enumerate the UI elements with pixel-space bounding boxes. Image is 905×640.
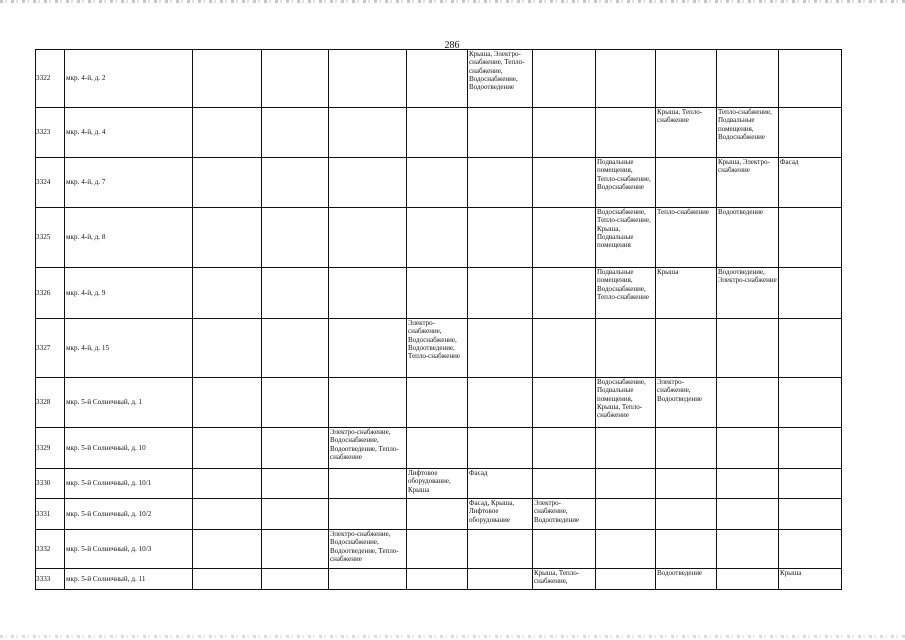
repair-cell (407, 158, 468, 208)
repair-cell (193, 569, 262, 590)
row-number: 3323 (36, 108, 65, 158)
repair-cell (262, 499, 329, 530)
repair-cell: Крыша (779, 569, 842, 590)
table-row (36, 469, 842, 499)
repair-cell (262, 208, 329, 268)
repair-cell (779, 108, 842, 158)
repair-cell (262, 428, 329, 469)
repair-cell: Фасад, Крыша, Лифтовое оборудование (468, 499, 533, 530)
repair-cell (407, 428, 468, 469)
repair-cell: Фасад (779, 158, 842, 208)
repair-cell (656, 158, 717, 208)
row-number: 3333 (36, 569, 65, 590)
row-number: 3328 (36, 378, 65, 428)
repair-cell (656, 428, 717, 469)
row-number: 3329 (36, 428, 65, 469)
repair-cell (468, 428, 533, 469)
repair-cell (596, 428, 656, 469)
repair-cell (468, 378, 533, 428)
repair-cell (468, 530, 533, 569)
repair-cell: Тепло-снабжение, Подвальные помещения, Водоснабжение (717, 108, 779, 158)
row-address: мкр. 4-й, д. 7 (65, 158, 193, 208)
table-row (36, 50, 842, 108)
repair-cell (468, 208, 533, 268)
repair-cell (533, 268, 596, 319)
repair-cell (717, 469, 779, 499)
row-number: 3330 (36, 469, 65, 499)
repair-cell (779, 268, 842, 319)
repair-cell (329, 268, 407, 319)
repair-cell: Электро-снабжение, Водоснабжение, Водоотведение, Тепло-снабжение (329, 428, 407, 469)
repair-cell (329, 499, 407, 530)
repair-cell: Электро-снабжение, Водоснабжение, Водоотведение, Тепло-снабжение (329, 530, 407, 569)
scan-edge-top (0, 0, 905, 3)
row-number: 3325 (36, 208, 65, 268)
repair-cell (596, 530, 656, 569)
repair-cell (193, 378, 262, 428)
repair-cell (407, 378, 468, 428)
repair-cell: Водоснабжение, Подвальные помещения, Крыша, Тепло-снабжение (596, 378, 656, 428)
repair-cell (407, 499, 468, 530)
repair-cell: Крыша, Электро-снабжение, Тепло-снабжение, Водоснабжение, Водоотведение (468, 50, 533, 108)
repair-cell (262, 268, 329, 319)
repair-cell: Фасад (468, 469, 533, 499)
repair-cell (779, 530, 842, 569)
repair-cell (717, 569, 779, 590)
row-number: 3331 (36, 499, 65, 530)
table-row (36, 319, 842, 378)
repair-cell (779, 428, 842, 469)
repair-cell (407, 268, 468, 319)
repair-cell (468, 569, 533, 590)
repair-cell: Крыша, Тепло-снабжение, (533, 569, 596, 590)
repair-cell (779, 208, 842, 268)
repair-cell (596, 50, 656, 108)
repair-cell: Тепло-снабжение (656, 208, 717, 268)
repair-cell (262, 530, 329, 569)
repair-cell (329, 319, 407, 378)
repair-cell: Водоотведение (717, 208, 779, 268)
repair-cell (329, 378, 407, 428)
row-number: 3324 (36, 158, 65, 208)
repair-cell (533, 428, 596, 469)
repair-cell (407, 108, 468, 158)
repair-cell (596, 499, 656, 530)
repair-cell (262, 158, 329, 208)
repair-cell (329, 50, 407, 108)
repair-cell (533, 108, 596, 158)
scan-edge-bottom (0, 635, 905, 638)
repair-cell (779, 50, 842, 108)
repair-cell (193, 499, 262, 530)
row-address: мкр. 5-й Солнечный, д. 10/1 (65, 469, 193, 499)
repair-cell: Подвальные помещения, Водоснабжение, Тепло-снабжение (596, 268, 656, 319)
repair-cell: Электро-снабжение, Водоотведение (533, 499, 596, 530)
table-row (36, 499, 842, 530)
row-number: 3326 (36, 268, 65, 319)
row-address: мкр. 4-й, д. 4 (65, 108, 193, 158)
repair-cell (329, 158, 407, 208)
repair-cell (656, 469, 717, 499)
repair-cell (262, 108, 329, 158)
repair-cell (717, 499, 779, 530)
repair-cell (656, 319, 717, 378)
repair-cell (656, 50, 717, 108)
repair-cell (193, 319, 262, 378)
repair-cell (407, 208, 468, 268)
repair-cell (262, 50, 329, 108)
repair-cell: Лифтовое оборудование, Крыша (407, 469, 468, 499)
repair-cell (329, 469, 407, 499)
repair-schedule-table (35, 49, 842, 590)
repair-cell (262, 378, 329, 428)
row-address: мкр. 5-й Солнечный, д. 11 (65, 569, 193, 590)
repair-cell (717, 50, 779, 108)
repair-cell (193, 208, 262, 268)
repair-cell (596, 108, 656, 158)
table-row (36, 268, 842, 319)
repair-cell: Электро-снабжение, Водоотведение (656, 378, 717, 428)
repair-cell (533, 158, 596, 208)
repair-cell (533, 530, 596, 569)
repair-cell (717, 530, 779, 569)
table-row (36, 530, 842, 569)
repair-cell (533, 469, 596, 499)
repair-cell (468, 268, 533, 319)
row-number: 3327 (36, 319, 65, 378)
repair-cell: Крыша, Электро-снабжение (717, 158, 779, 208)
repair-cell (262, 319, 329, 378)
table-row (36, 428, 842, 469)
repair-cell (407, 50, 468, 108)
table-row (36, 378, 842, 428)
repair-cell (779, 469, 842, 499)
repair-cell (468, 108, 533, 158)
row-address: мкр. 4-й, д. 15 (65, 319, 193, 378)
repair-cell (596, 569, 656, 590)
repair-cell (533, 50, 596, 108)
repair-cell (717, 428, 779, 469)
repair-cell: Крыша, Тепло-снабжение (656, 108, 717, 158)
repair-cell (329, 108, 407, 158)
row-address: мкр. 4-й, д. 2 (65, 50, 193, 108)
repair-cell (193, 268, 262, 319)
repair-cell (533, 319, 596, 378)
repair-cell (193, 108, 262, 158)
repair-cell (596, 469, 656, 499)
repair-cell (533, 378, 596, 428)
repair-cell (193, 158, 262, 208)
row-address: мкр. 5-й Солнечный, д. 10 (65, 428, 193, 469)
repair-cell (468, 319, 533, 378)
row-number: 3332 (36, 530, 65, 569)
repair-cell (533, 208, 596, 268)
row-address: мкр. 5-й Солнечный, д. 1 (65, 378, 193, 428)
row-address: мкр. 4-й, д. 8 (65, 208, 193, 268)
repair-cell (717, 319, 779, 378)
repair-cell (656, 530, 717, 569)
repair-cell (407, 530, 468, 569)
repair-cell (329, 208, 407, 268)
repair-cell: Электро-снабжение, Водоснабжение, Водоотведение, Тепло-снабжение (407, 319, 468, 378)
repair-cell (193, 469, 262, 499)
row-address: мкр. 4-й, д. 9 (65, 268, 193, 319)
repair-cell (262, 469, 329, 499)
table-row (36, 108, 842, 158)
repair-cell (193, 428, 262, 469)
repair-cell (468, 158, 533, 208)
row-address: мкр. 5-й Солнечный, д. 10/3 (65, 530, 193, 569)
repair-cell (407, 569, 468, 590)
repair-cell (193, 50, 262, 108)
repair-cell (779, 319, 842, 378)
table-row (36, 158, 842, 208)
repair-cell: Подвальные помещения, Тепло-снабжение, Водоснабжение (596, 158, 656, 208)
repair-cell (779, 378, 842, 428)
repair-cell (656, 499, 717, 530)
page-number: 286 (444, 40, 460, 51)
repair-cell: Водоотведение (656, 569, 717, 590)
repair-cell (262, 569, 329, 590)
row-address: мкр. 5-й Солнечный, д. 10/2 (65, 499, 193, 530)
repair-cell (329, 569, 407, 590)
repair-cell: Водоотведение, Электро-снабжение (717, 268, 779, 319)
table-row (36, 569, 842, 590)
row-number: 3322 (36, 50, 65, 108)
repair-cell (596, 319, 656, 378)
table-row (36, 208, 842, 268)
repair-cell (193, 530, 262, 569)
repair-cell: Водоснабжение, Тепло-снабжение, Крыша, Подвальные помещения (596, 208, 656, 268)
repair-cell (779, 499, 842, 530)
repair-cell: Крыша (656, 268, 717, 319)
repair-cell (717, 378, 779, 428)
